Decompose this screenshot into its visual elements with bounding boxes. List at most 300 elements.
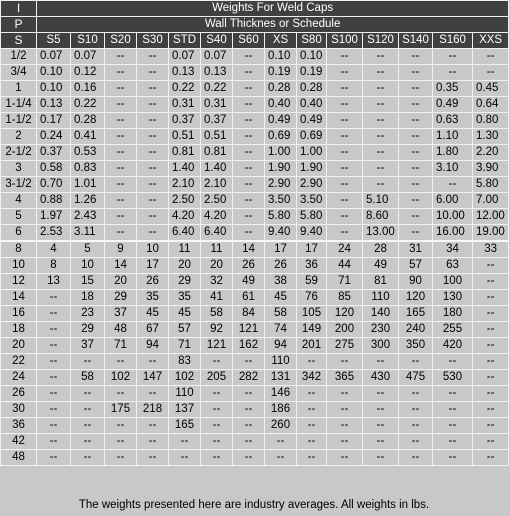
- table-cell: 0.35: [433, 81, 473, 97]
- table-cell: 180: [433, 306, 473, 322]
- table-cell: 59: [297, 274, 327, 290]
- table-cell: 5: [71, 241, 105, 258]
- column-header-s20: S20: [105, 33, 137, 49]
- table-row: [1, 241, 509, 258]
- table-cell: 13.00: [363, 225, 399, 242]
- table-cell: --: [327, 418, 363, 434]
- row-size-label: 3-1/2: [1, 177, 37, 193]
- table-cell: 0.69: [297, 129, 327, 145]
- table-cell: --: [473, 418, 509, 434]
- table-cell: --: [137, 161, 169, 177]
- row-size-label: 1-1/2: [1, 113, 37, 129]
- table-row: [1, 386, 509, 402]
- table-cell: 0.37: [201, 113, 233, 129]
- table-row: [1, 434, 509, 450]
- table-cell: 0.16: [71, 81, 105, 97]
- table-cell: --: [137, 113, 169, 129]
- table-cell: 9: [105, 241, 137, 258]
- table-cell: --: [137, 225, 169, 242]
- row-size-label: 24: [1, 370, 37, 386]
- table-cell: --: [105, 450, 137, 466]
- table-cell: --: [37, 402, 71, 418]
- table-cell: --: [399, 418, 433, 434]
- table-cell: --: [297, 354, 327, 370]
- table-cell: 14: [105, 258, 137, 274]
- table-cell: --: [473, 65, 509, 81]
- table-cell: --: [137, 193, 169, 209]
- table-cell: 2.90: [265, 177, 297, 193]
- table-cell: 45: [265, 290, 297, 306]
- table-cell: --: [433, 402, 473, 418]
- table-cell: 2.53: [37, 225, 71, 242]
- table-row: [1, 225, 509, 242]
- row-size-label: 16: [1, 306, 37, 322]
- table-cell: 57: [169, 322, 201, 338]
- table-cell: 300: [363, 338, 399, 354]
- row-size-label: 20: [1, 338, 37, 354]
- table-cell: 102: [105, 370, 137, 386]
- row-size-label: 30: [1, 402, 37, 418]
- table-cell: 0.12: [71, 65, 105, 81]
- table-cell: 35: [169, 290, 201, 306]
- table-cell: 3.50: [297, 193, 327, 209]
- table-cell: 137: [169, 402, 201, 418]
- table-cell: 9.40: [297, 225, 327, 242]
- table-cell: --: [201, 434, 233, 450]
- table-cell: --: [137, 354, 169, 370]
- table-cell: 0.81: [169, 145, 201, 161]
- table-cell: --: [363, 129, 399, 145]
- table-cell: 94: [137, 338, 169, 354]
- table-cell: --: [473, 49, 509, 65]
- table-cell: --: [399, 450, 433, 466]
- table-cell: 530: [433, 370, 473, 386]
- table-cell: 0.13: [201, 65, 233, 81]
- table-cell: --: [71, 402, 105, 418]
- table-cell: 9.40: [265, 225, 297, 242]
- table-cell: 0.58: [37, 161, 71, 177]
- table-cell: 6.40: [169, 225, 201, 242]
- table-cell: --: [37, 338, 71, 354]
- table-cell: 4.20: [201, 209, 233, 225]
- column-header-std: STD: [169, 33, 201, 49]
- table-cell: --: [363, 113, 399, 129]
- table-cell: 58: [201, 306, 233, 322]
- table-cell: 0.13: [37, 97, 71, 113]
- table-row: [1, 370, 509, 386]
- table-cell: 71: [105, 338, 137, 354]
- table-cell: 146: [265, 386, 297, 402]
- column-header-s40: S40: [201, 33, 233, 49]
- table-cell: --: [433, 386, 473, 402]
- table-cell: --: [399, 97, 433, 113]
- table-cell: 350: [399, 338, 433, 354]
- table-cell: --: [105, 354, 137, 370]
- table-cell: --: [363, 386, 399, 402]
- table-cell: 0.17: [37, 113, 71, 129]
- table-cell: --: [399, 81, 433, 97]
- footer-note: The weights presented here are industry averages. All weights in lbs.: [0, 497, 508, 514]
- table-cell: --: [363, 81, 399, 97]
- table-cell: --: [363, 49, 399, 65]
- table-cell: --: [433, 354, 473, 370]
- column-header-s10: S10: [71, 33, 105, 49]
- table-cell: 11: [169, 241, 201, 258]
- table-cell: 0.49: [297, 113, 327, 129]
- table-cell: 205: [201, 370, 233, 386]
- table-cell: --: [363, 418, 399, 434]
- table-cell: 275: [327, 338, 363, 354]
- table-cell: --: [233, 418, 265, 434]
- table-cell: --: [363, 177, 399, 193]
- table-cell: --: [37, 306, 71, 322]
- table-cell: --: [473, 434, 509, 450]
- table-cell: --: [399, 49, 433, 65]
- table-cell: --: [71, 434, 105, 450]
- table-cell: 26: [265, 258, 297, 274]
- table-cell: 58: [71, 370, 105, 386]
- table-cell: 35: [137, 290, 169, 306]
- table-cell: 5.80: [473, 177, 509, 193]
- table-cell: 5.80: [297, 209, 327, 225]
- table-cell: --: [233, 177, 265, 193]
- table-cell: --: [37, 370, 71, 386]
- table-cell: --: [363, 97, 399, 113]
- table-cell: --: [137, 209, 169, 225]
- table-cell: --: [433, 49, 473, 65]
- table-cell: 33: [473, 241, 509, 258]
- table-cell: --: [71, 354, 105, 370]
- table-cell: 6.00: [433, 193, 473, 209]
- row-size-label: 26: [1, 386, 37, 402]
- table-cell: --: [473, 450, 509, 466]
- table-cell: --: [137, 81, 169, 97]
- table-cell: --: [473, 258, 509, 274]
- table-cell: --: [327, 129, 363, 145]
- table-cell: 48: [105, 322, 137, 338]
- table-cell: --: [363, 450, 399, 466]
- table-cell: --: [71, 418, 105, 434]
- table-cell: 45: [137, 306, 169, 322]
- table-cell: --: [399, 145, 433, 161]
- table-cell: 120: [399, 290, 433, 306]
- table-row: [1, 290, 509, 306]
- table-cell: 121: [233, 322, 265, 338]
- table-cell: 255: [433, 322, 473, 338]
- table-cell: 49: [363, 258, 399, 274]
- table-cell: 0.31: [201, 97, 233, 113]
- table-cell: --: [327, 145, 363, 161]
- table-cell: --: [233, 81, 265, 97]
- table-cell: --: [399, 354, 433, 370]
- table-row: [1, 258, 509, 274]
- table-cell: --: [327, 193, 363, 209]
- table-cell: 0.37: [37, 145, 71, 161]
- table-cell: 45: [169, 306, 201, 322]
- table-cell: 147: [137, 370, 169, 386]
- table-cell: --: [105, 65, 137, 81]
- row-size-label: 42: [1, 434, 37, 450]
- table-cell: 58: [265, 306, 297, 322]
- table-cell: 0.41: [71, 129, 105, 145]
- table-cell: --: [473, 274, 509, 290]
- ips-letter-s: S: [1, 33, 37, 49]
- table-cell: 29: [71, 322, 105, 338]
- table-cell: 5.10: [363, 193, 399, 209]
- table-cell: --: [169, 450, 201, 466]
- table-cell: 0.69: [265, 129, 297, 145]
- table-cell: 2.20: [473, 145, 509, 161]
- table-cell: --: [433, 434, 473, 450]
- table-cell: 92: [201, 322, 233, 338]
- table-cell: --: [363, 354, 399, 370]
- table-cell: --: [473, 322, 509, 338]
- table-cell: 2.10: [201, 177, 233, 193]
- table-cell: 100: [433, 274, 473, 290]
- table-cell: --: [137, 434, 169, 450]
- table-cell: 0.07: [37, 49, 71, 65]
- table-cell: 7.00: [473, 193, 509, 209]
- table-cell: --: [399, 209, 433, 225]
- table-row: [1, 306, 509, 322]
- table-cell: 165: [399, 306, 433, 322]
- table-cell: --: [399, 193, 433, 209]
- table-cell: 0.37: [169, 113, 201, 129]
- table-cell: 71: [327, 274, 363, 290]
- table-cell: --: [327, 81, 363, 97]
- table-cell: --: [105, 177, 137, 193]
- table-cell: --: [399, 161, 433, 177]
- table-cell: --: [297, 386, 327, 402]
- table-cell: 110: [169, 386, 201, 402]
- table-cell: 44: [327, 258, 363, 274]
- table-cell: 6.40: [201, 225, 233, 242]
- table-cell: --: [233, 161, 265, 177]
- table-cell: 1.97: [37, 209, 71, 225]
- table-cell: 1.01: [71, 177, 105, 193]
- table-row: [1, 129, 509, 145]
- table-cell: --: [363, 145, 399, 161]
- table-cell: 61: [233, 290, 265, 306]
- table-cell: 23: [71, 306, 105, 322]
- table-cell: --: [327, 434, 363, 450]
- table-cell: --: [201, 402, 233, 418]
- table-cell: 1.10: [433, 129, 473, 145]
- table-cell: 36: [297, 258, 327, 274]
- row-size-label: 5: [1, 209, 37, 225]
- table-cell: --: [473, 354, 509, 370]
- table-cell: --: [433, 177, 473, 193]
- table-cell: 1.26: [71, 193, 105, 209]
- table-cell: --: [105, 193, 137, 209]
- table-cell: --: [37, 386, 71, 402]
- table-cell: 1.00: [265, 145, 297, 161]
- table-cell: 342: [297, 370, 327, 386]
- table-row: [1, 450, 509, 466]
- table-cell: 2.10: [169, 177, 201, 193]
- table-cell: --: [137, 145, 169, 161]
- table-cell: 110: [363, 290, 399, 306]
- table-cell: --: [233, 49, 265, 65]
- table-cell: --: [105, 225, 137, 242]
- table-cell: --: [105, 434, 137, 450]
- table-cell: 430: [363, 370, 399, 386]
- table-cell: 110: [265, 354, 297, 370]
- table-cell: --: [399, 129, 433, 145]
- column-header-s60: S60: [233, 33, 265, 49]
- table-cell: 140: [363, 306, 399, 322]
- table-cell: --: [473, 338, 509, 354]
- table-cell: 0.10: [265, 49, 297, 65]
- table-row: [1, 354, 509, 370]
- table-cell: 0.40: [265, 97, 297, 113]
- row-size-label: 22: [1, 354, 37, 370]
- row-size-label: 1: [1, 81, 37, 97]
- table-row: [1, 322, 509, 338]
- table-cell: 10: [137, 241, 169, 258]
- table-cell: 131: [265, 370, 297, 386]
- table-cell: --: [473, 290, 509, 306]
- table-subtitle: Wall Thicknes or Schedule: [37, 17, 509, 33]
- table-cell: --: [137, 65, 169, 81]
- table-cell: --: [433, 418, 473, 434]
- table-cell: 0.28: [71, 113, 105, 129]
- table-cell: 0.07: [71, 49, 105, 65]
- table-cell: 200: [327, 322, 363, 338]
- row-size-label: 8: [1, 241, 37, 258]
- table-cell: 0.10: [297, 49, 327, 65]
- table-cell: 0.22: [169, 81, 201, 97]
- table-cell: --: [137, 49, 169, 65]
- table-cell: --: [327, 209, 363, 225]
- table-cell: --: [71, 386, 105, 402]
- ips-letter-p: P: [1, 17, 37, 33]
- ips-letter-i: I: [1, 1, 37, 17]
- table-cell: 230: [363, 322, 399, 338]
- table-cell: --: [399, 225, 433, 242]
- table-cell: --: [399, 113, 433, 129]
- table-row: [1, 193, 509, 209]
- table-cell: 0.22: [71, 97, 105, 113]
- table-cell: --: [105, 386, 137, 402]
- row-size-label: 3: [1, 161, 37, 177]
- table-cell: 49: [233, 274, 265, 290]
- table-cell: --: [201, 450, 233, 466]
- table-cell: 0.64: [473, 97, 509, 113]
- table-cell: 38: [265, 274, 297, 290]
- table-cell: --: [297, 402, 327, 418]
- table-row: [1, 209, 509, 225]
- table-row: [1, 274, 509, 290]
- table-cell: 0.07: [201, 49, 233, 65]
- table-cell: --: [105, 209, 137, 225]
- table-cell: 29: [169, 274, 201, 290]
- table-cell: 162: [233, 338, 265, 354]
- table-cell: --: [37, 322, 71, 338]
- table-cell: --: [105, 113, 137, 129]
- column-header-s30: S30: [137, 33, 169, 49]
- table-cell: 5.80: [265, 209, 297, 225]
- table-cell: --: [327, 65, 363, 81]
- table-cell: 10: [71, 258, 105, 274]
- table-cell: 0.83: [71, 161, 105, 177]
- table-cell: --: [233, 129, 265, 145]
- table-cell: 2.90: [297, 177, 327, 193]
- table-cell: 83: [169, 354, 201, 370]
- table-cell: 81: [363, 274, 399, 290]
- table-cell: 0.28: [265, 81, 297, 97]
- table-cell: --: [473, 370, 509, 386]
- table-cell: 0.51: [201, 129, 233, 145]
- column-header-s140: S140: [399, 33, 433, 49]
- table-cell: 0.88: [37, 193, 71, 209]
- table-cell: --: [327, 161, 363, 177]
- table-cell: --: [233, 97, 265, 113]
- table-cell: 20: [169, 258, 201, 274]
- table-cell: 37: [71, 338, 105, 354]
- table-cell: --: [233, 209, 265, 225]
- table-cell: 105: [297, 306, 327, 322]
- table-cell: --: [37, 354, 71, 370]
- table-cell: 18: [71, 290, 105, 306]
- table-cell: --: [137, 418, 169, 434]
- table-cell: --: [233, 450, 265, 466]
- table-cell: 2.50: [201, 193, 233, 209]
- table-cell: 2.43: [71, 209, 105, 225]
- table-cell: 15: [71, 274, 105, 290]
- table-cell: --: [265, 450, 297, 466]
- table-cell: --: [201, 418, 233, 434]
- table-cell: 90: [399, 274, 433, 290]
- table-cell: 17: [137, 258, 169, 274]
- table-row: [1, 49, 509, 65]
- table-cell: --: [233, 145, 265, 161]
- table-cell: --: [105, 145, 137, 161]
- row-size-label: 2: [1, 129, 37, 145]
- table-cell: --: [37, 290, 71, 306]
- table-cell: --: [233, 402, 265, 418]
- table-cell: 3.10: [433, 161, 473, 177]
- table-cell: --: [37, 418, 71, 434]
- table-cell: --: [473, 306, 509, 322]
- table-cell: 0.49: [433, 97, 473, 113]
- table-cell: 0.19: [265, 65, 297, 81]
- table-cell: --: [399, 402, 433, 418]
- table-cell: 1.00: [297, 145, 327, 161]
- table-cell: --: [399, 386, 433, 402]
- table-cell: 12.00: [473, 209, 509, 225]
- table-cell: 1.40: [201, 161, 233, 177]
- table-cell: --: [137, 386, 169, 402]
- table-cell: 1.90: [265, 161, 297, 177]
- table-cell: --: [327, 386, 363, 402]
- table-cell: 475: [399, 370, 433, 386]
- table-cell: 20: [201, 258, 233, 274]
- table-cell: 8.60: [363, 209, 399, 225]
- table-row: [1, 177, 509, 193]
- table-cell: 31: [399, 241, 433, 258]
- table-cell: 0.63: [433, 113, 473, 129]
- table-cell: 1.90: [297, 161, 327, 177]
- row-size-label: 48: [1, 450, 37, 466]
- table-cell: 282: [233, 370, 265, 386]
- table-cell: 0.19: [297, 65, 327, 81]
- table-cell: 28: [363, 241, 399, 258]
- table-cell: 218: [137, 402, 169, 418]
- table-cell: --: [399, 434, 433, 450]
- table-cell: --: [363, 65, 399, 81]
- table-cell: 0.10: [37, 65, 71, 81]
